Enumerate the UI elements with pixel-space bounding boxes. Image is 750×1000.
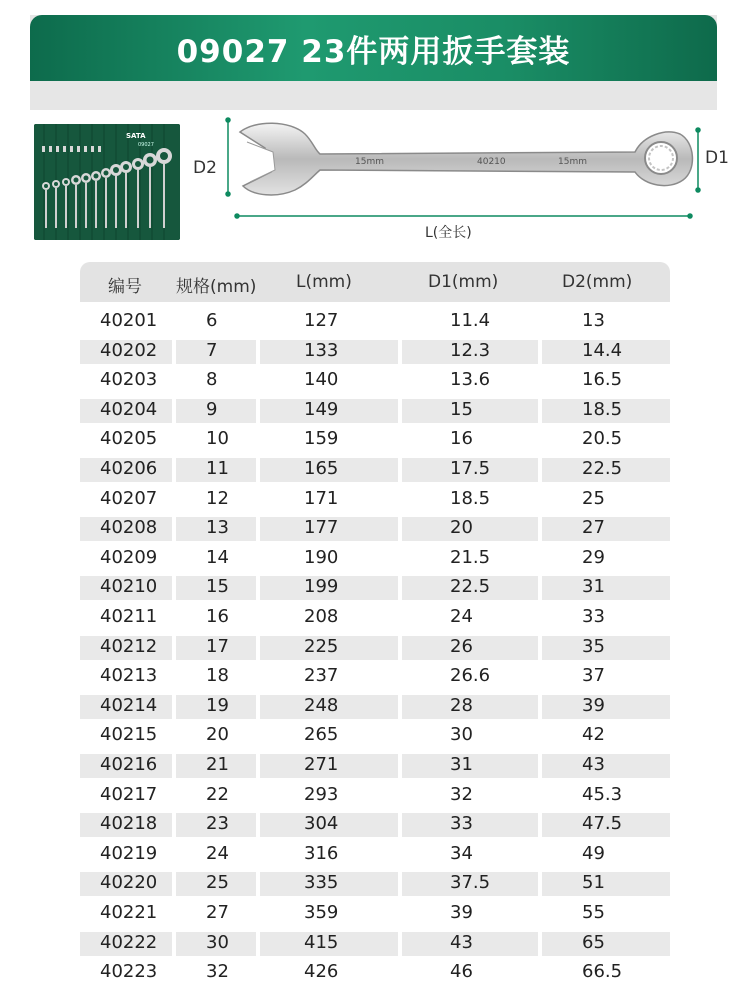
cell-size: 23: [206, 813, 229, 835]
d2-dimension-line: [226, 118, 230, 196]
cell-length: 225: [304, 635, 339, 657]
cell-size: 16: [206, 606, 229, 627]
cell-d1: 30: [450, 724, 473, 746]
cell-code: 40210: [100, 576, 158, 598]
cell-d2: 45.3: [582, 783, 623, 805]
cell-size: 7: [206, 339, 218, 361]
cell-size: 27: [206, 902, 229, 923]
cell-code: 40219: [100, 842, 158, 864]
cell-length: 190: [304, 546, 339, 568]
table-row: [80, 397, 670, 427]
cell-size: 15: [206, 576, 229, 598]
table-row: [80, 604, 670, 634]
row-shade: [542, 754, 670, 778]
cell-d1: 32: [450, 783, 473, 805]
cell-length: 177: [304, 517, 339, 539]
table-row: [80, 574, 670, 604]
cell-code: 40218: [100, 813, 158, 835]
header-code: 编号: [108, 277, 142, 297]
cell-d1: 31: [450, 754, 473, 775]
table-row: [80, 930, 670, 960]
table-row: [80, 426, 670, 456]
cell-size: 18: [206, 665, 229, 687]
cell-length: 133: [304, 339, 339, 361]
cell-d1: 26: [450, 635, 473, 657]
cell-code: 40202: [100, 339, 158, 361]
cell-d2: 27: [582, 517, 605, 539]
cell-code: 40203: [100, 369, 158, 391]
cell-d1: 20: [450, 517, 473, 539]
cell-size: 14: [206, 546, 229, 568]
wrench-marking-size-left: 15mm: [355, 157, 384, 167]
table-row: [80, 486, 670, 516]
cell-length: 293: [304, 783, 339, 805]
cell-d2: 51: [582, 872, 605, 894]
cell-d2: 42: [582, 724, 605, 746]
cell-d1: 16: [450, 428, 473, 450]
cell-length: 304: [304, 813, 339, 835]
cell-d1: 43: [450, 931, 473, 953]
table-row: [80, 900, 670, 930]
cell-length: 265: [304, 724, 339, 746]
cell-size: 9: [206, 398, 218, 420]
cell-d2: 13: [582, 310, 605, 331]
product-image: [34, 124, 180, 240]
row-shade: [542, 695, 670, 719]
cell-size: 13: [206, 517, 229, 539]
table-row: [80, 367, 670, 397]
cell-size: 17: [206, 635, 229, 657]
cell-code: 40221: [100, 902, 158, 923]
cell-length: 140: [304, 369, 339, 391]
cell-code: 40216: [100, 754, 158, 775]
cell-size: 19: [206, 694, 229, 716]
length-dimension-line: [235, 214, 692, 218]
cell-d1: 24: [450, 606, 473, 627]
cell-size: 22: [206, 783, 229, 805]
cell-d2: 22.5: [582, 458, 623, 479]
cell-d1: 37.5: [450, 872, 491, 894]
wrench-marking-code: 40210: [477, 157, 506, 167]
cell-d2: 66.5: [582, 961, 623, 983]
table-row: [80, 545, 670, 575]
cell-size: 10: [206, 428, 229, 450]
cell-length: 208: [304, 606, 339, 627]
cell-d2: 35: [582, 635, 605, 657]
cell-size: 21: [206, 754, 229, 775]
wrench-image: [240, 123, 692, 195]
row-shade: [542, 576, 670, 600]
cell-length: 127: [304, 310, 339, 331]
row-shade: [542, 872, 670, 896]
table-row: [80, 959, 670, 989]
cell-code: 40220: [100, 872, 158, 894]
cell-size: 30: [206, 931, 229, 953]
cell-code: 40206: [100, 458, 158, 479]
cell-length: 271: [304, 754, 339, 775]
cell-code: 40215: [100, 724, 158, 746]
table-row: [80, 338, 670, 368]
cell-d1: 33: [450, 813, 473, 835]
table-row: [80, 693, 670, 723]
cell-code: 40208: [100, 517, 158, 539]
table-row: [80, 870, 670, 900]
row-shade: [542, 517, 670, 541]
row-shade: [542, 636, 670, 660]
cell-d1: 17.5: [450, 458, 491, 479]
cell-length: 335: [304, 872, 339, 894]
d2-label: D2: [193, 158, 217, 178]
cell-length: 199: [304, 576, 339, 598]
table-row: [80, 811, 670, 841]
cell-d1: 34: [450, 842, 473, 864]
cell-d2: 20.5: [582, 428, 623, 450]
roll-model-label: 09027: [138, 142, 154, 148]
cell-size: 8: [206, 369, 218, 391]
cell-d1: 21.5: [450, 546, 491, 568]
cell-code: 40204: [100, 398, 158, 420]
cell-d2: 37: [582, 665, 605, 687]
cell-d2: 18.5: [582, 398, 623, 420]
roll-brand-logo: SATA: [126, 132, 146, 140]
table-row: [80, 308, 670, 338]
table-row: [80, 722, 670, 752]
header-size: 规格(mm): [176, 277, 257, 297]
cell-d2: 14.4: [582, 339, 623, 361]
banner-backdrop: [30, 15, 717, 110]
cell-length: 171: [304, 487, 339, 509]
table-row: [80, 752, 670, 782]
cell-code: 40201: [100, 310, 158, 331]
cell-code: 40213: [100, 665, 158, 687]
cell-size: 32: [206, 961, 229, 983]
cell-length: 316: [304, 842, 339, 864]
cell-d1: 39: [450, 902, 473, 923]
cell-d1: 22.5: [450, 576, 491, 598]
wrench-roll-illustration: [34, 124, 180, 240]
cell-length: 165: [304, 458, 339, 479]
table-row: [80, 663, 670, 693]
cell-d2: 47.5: [582, 813, 623, 835]
cell-length: 426: [304, 961, 339, 983]
cell-size: 11: [206, 458, 229, 479]
table-row: [80, 515, 670, 545]
cell-d2: 29: [582, 546, 605, 568]
cell-length: 237: [304, 665, 339, 687]
header-d2: D2(mm): [562, 272, 633, 292]
cell-code: 40207: [100, 487, 158, 509]
cell-d2: 49: [582, 842, 605, 864]
header-d1: D1(mm): [428, 272, 499, 292]
row-shade: [542, 932, 670, 956]
cell-d2: 39: [582, 694, 605, 716]
cell-code: 40205: [100, 428, 158, 450]
cell-d1: 46: [450, 961, 473, 983]
cell-code: 40214: [100, 694, 158, 716]
cell-code: 40223: [100, 961, 158, 983]
table-row: [80, 782, 670, 812]
cell-d2: 55: [582, 902, 605, 923]
table-row: [80, 841, 670, 871]
cell-d2: 31: [582, 576, 605, 598]
cell-d2: 16.5: [582, 369, 623, 391]
table-row: [80, 456, 670, 486]
cell-d2: 43: [582, 754, 605, 775]
table-row: [80, 634, 670, 664]
cell-d2: 33: [582, 606, 605, 627]
cell-d1: 11.4: [450, 310, 491, 331]
length-label: L(全长): [425, 225, 472, 241]
cell-length: 159: [304, 428, 339, 450]
cell-d1: 26.6: [450, 665, 491, 687]
banner: [30, 15, 717, 81]
cell-d2: 65: [582, 931, 605, 953]
cell-length: 359: [304, 902, 339, 923]
cell-code: 40211: [100, 606, 158, 627]
cell-d2: 25: [582, 487, 605, 509]
cell-d1: 18.5: [450, 487, 491, 509]
cell-size: 20: [206, 724, 229, 746]
banner-title: 09027 23件两用扳手套装: [176, 33, 571, 70]
cell-d1: 15: [450, 398, 473, 420]
cell-size: 25: [206, 872, 229, 894]
cell-d1: 12.3: [450, 339, 491, 361]
cell-length: 248: [304, 694, 339, 716]
cell-code: 40217: [100, 783, 158, 805]
cell-code: 40209: [100, 546, 158, 568]
cell-length: 415: [304, 931, 339, 953]
cell-size: 24: [206, 842, 229, 864]
cell-size: 12: [206, 487, 229, 509]
cell-length: 149: [304, 398, 339, 420]
cell-code: 40222: [100, 931, 158, 953]
d1-label: D1: [705, 148, 729, 168]
cell-code: 40212: [100, 635, 158, 657]
cell-size: 6: [206, 310, 218, 331]
cell-d1: 13.6: [450, 369, 491, 391]
d1-dimension-line: [696, 128, 700, 192]
cell-d1: 28: [450, 694, 473, 716]
wrench-marking-size-right: 15mm: [558, 157, 587, 167]
header-length: L(mm): [296, 272, 352, 292]
